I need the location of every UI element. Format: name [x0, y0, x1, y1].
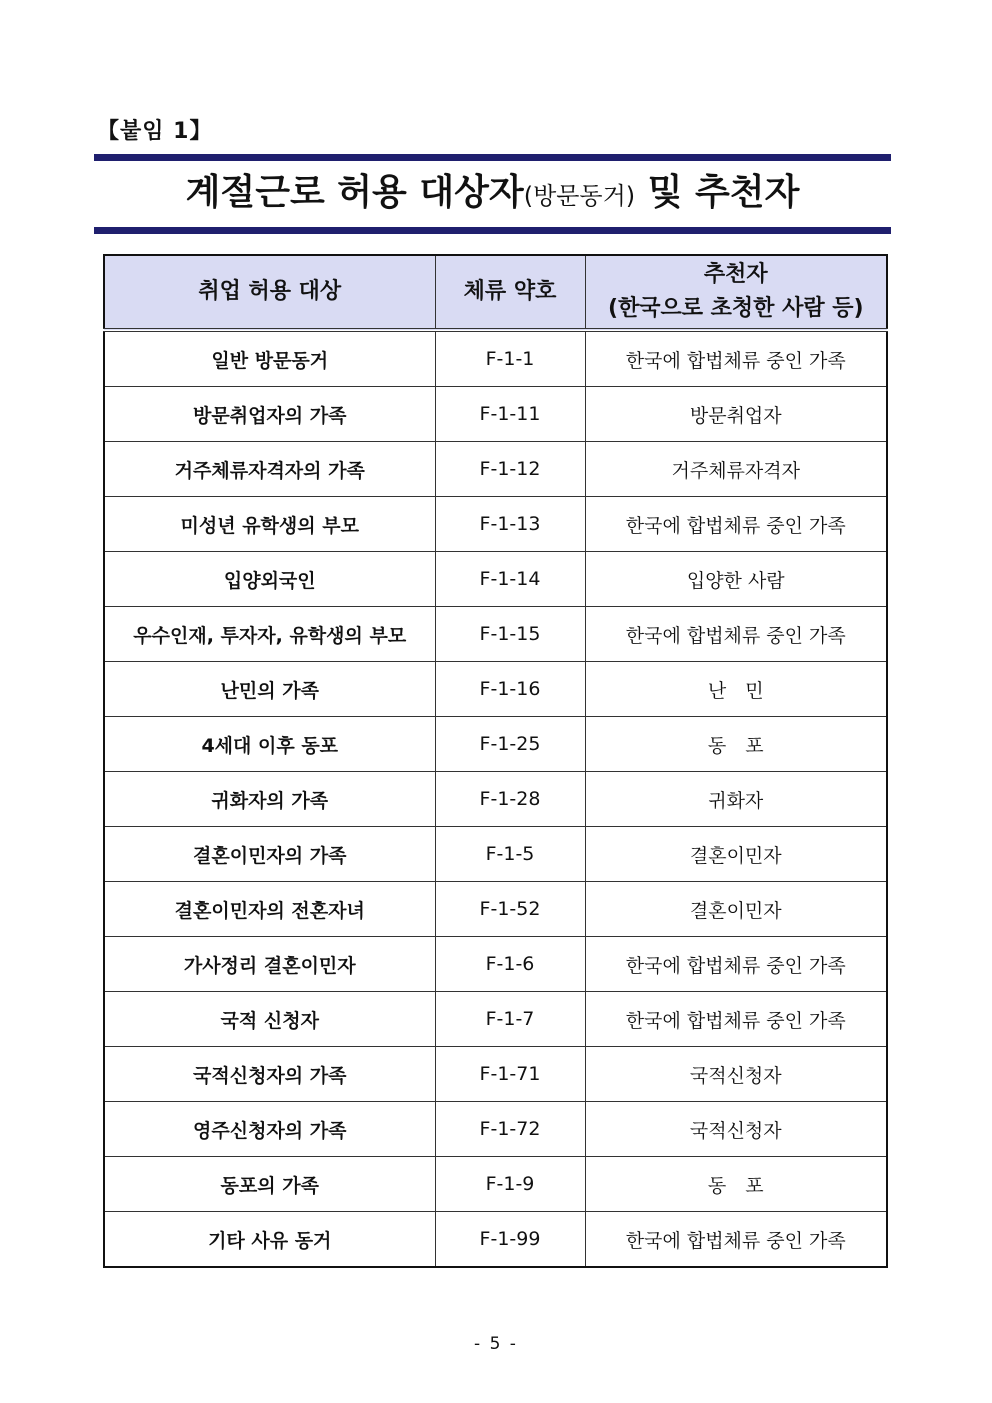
cell-code: F-1-99 — [435, 1212, 585, 1268]
cell-recommender: 결혼이민자 — [585, 827, 887, 882]
cell-recommender: 귀화자 — [585, 772, 887, 827]
table-body — [104, 330, 887, 1267]
cell-recommender: 동 포 — [585, 717, 887, 772]
header-recommender-line1: 추천자 — [703, 262, 768, 287]
cell-target: 입양외국인 — [104, 552, 435, 607]
cell-recommender: 결혼이민자 — [585, 882, 887, 937]
table-row — [104, 662, 887, 717]
cell-target: 귀화자의 가족 — [104, 772, 435, 827]
cell-code: F-1-15 — [435, 607, 585, 662]
cell-code: F-1-5 — [435, 827, 585, 882]
cell-recommender: 한국에 합법체류 중인 가족 — [585, 937, 887, 992]
cell-target: 난민의 가족 — [104, 662, 435, 717]
table-row — [104, 827, 887, 882]
table-row — [104, 1157, 887, 1212]
table-row — [104, 717, 887, 772]
cell-recommender: 한국에 합법체류 중인 가족 — [585, 1212, 887, 1268]
cell-recommender: 국적신청자 — [585, 1047, 887, 1102]
header-recommender — [585, 255, 887, 330]
table-row — [104, 937, 887, 992]
table-row — [104, 552, 887, 607]
cell-recommender: 입양한 사람 — [585, 552, 887, 607]
cell-target: 기타 사유 동거 — [104, 1212, 435, 1268]
cell-recommender: 거주체류자격자 — [585, 442, 887, 497]
cell-code: F-1-14 — [435, 552, 585, 607]
cell-target: 결혼이민자의 전혼자녀 — [104, 882, 435, 937]
title-paren: (방문동거) — [523, 182, 636, 210]
page-number: - 5 - — [474, 1334, 518, 1354]
cell-code: F-1-28 — [435, 772, 585, 827]
table-row — [104, 1102, 887, 1157]
cell-recommender: 난 민 — [585, 662, 887, 717]
table-row — [104, 442, 887, 497]
cell-target: 일반 방문동거 — [104, 330, 435, 387]
cell-code: F-1-6 — [435, 937, 585, 992]
cell-target: 거주체류자격자의 가족 — [104, 442, 435, 497]
cell-code: F-1-72 — [435, 1102, 585, 1157]
cell-recommender: 한국에 합법체류 중인 가족 — [585, 992, 887, 1047]
attachment-label: 【붙임 1】 — [97, 119, 213, 144]
title-top-rule — [94, 154, 891, 161]
cell-recommender: 한국에 합법체류 중인 가족 — [585, 330, 887, 387]
cell-code: F-1-12 — [435, 442, 585, 497]
cell-target: 가사정리 결혼이민자 — [104, 937, 435, 992]
table-row — [104, 497, 887, 552]
table-row — [104, 387, 887, 442]
cell-code: F-1-71 — [435, 1047, 585, 1102]
cell-code: F-1-13 — [435, 497, 585, 552]
header-code: 체류 약호 — [435, 255, 585, 330]
title-tail: 및 추천자 — [635, 172, 800, 213]
cell-target: 동포의 가족 — [104, 1157, 435, 1212]
page-title — [94, 166, 891, 223]
cell-recommender: 동 포 — [585, 1157, 887, 1212]
table-row — [104, 1047, 887, 1102]
cell-target: 미성년 유학생의 부모 — [104, 497, 435, 552]
cell-code: F-1-25 — [435, 717, 585, 772]
cell-target: 영주신청자의 가족 — [104, 1102, 435, 1157]
cell-target: 방문취업자의 가족 — [104, 387, 435, 442]
table-row — [104, 992, 887, 1047]
cell-recommender: 국적신청자 — [585, 1102, 887, 1157]
title-bottom-rule — [94, 227, 891, 234]
cell-recommender: 방문취업자 — [585, 387, 887, 442]
cell-target: 국적 신청자 — [104, 992, 435, 1047]
header-target: 취업 허용 대상 — [104, 255, 435, 330]
table-row — [104, 772, 887, 827]
allowed-targets-table — [103, 254, 888, 1268]
cell-target: 4세대 이후 동포 — [104, 717, 435, 772]
cell-code: F-1-9 — [435, 1157, 585, 1212]
table-row — [104, 607, 887, 662]
cell-code: F-1-1 — [435, 330, 585, 387]
cell-code: F-1-16 — [435, 662, 585, 717]
cell-target: 우수인재, 투자자, 유학생의 부모 — [104, 607, 435, 662]
table-row — [104, 330, 887, 387]
table-header-row — [104, 255, 887, 330]
table-row — [104, 1212, 887, 1268]
cell-code: F-1-11 — [435, 387, 585, 442]
header-recommender-line2: (한국으로 초청한 사람 등) — [607, 296, 864, 321]
cell-code: F-1-52 — [435, 882, 585, 937]
cell-target: 국적신청자의 가족 — [104, 1047, 435, 1102]
table-row — [104, 882, 887, 937]
cell-code: F-1-7 — [435, 992, 585, 1047]
cell-recommender: 한국에 합법체류 중인 가족 — [585, 607, 887, 662]
cell-target: 결혼이민자의 가족 — [104, 827, 435, 882]
title-main: 계절근로 허용 대상자 — [185, 172, 524, 213]
cell-recommender: 한국에 합법체류 중인 가족 — [585, 497, 887, 552]
